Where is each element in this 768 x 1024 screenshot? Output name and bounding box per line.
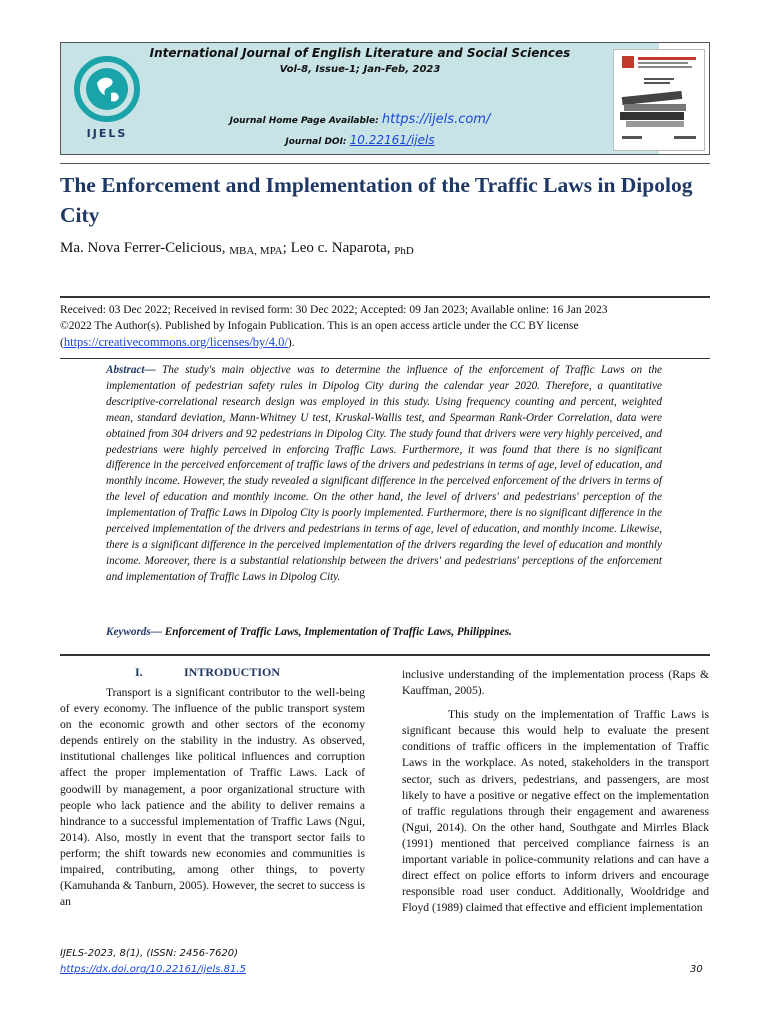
ijels-logo <box>71 53 143 143</box>
footer-citation: IJELS-2023, 8(1), (ISSN: 2456-7620) <box>60 948 239 959</box>
journal-cover-image <box>613 49 705 151</box>
keywords-text: Enforcement of Traffic Laws, Implementation of Traffic Laws, Philippines. <box>164 626 512 638</box>
section-number: I. <box>135 665 143 679</box>
license-statement: ©2022 The Author(s). Published by Infogain Publication. This is an open access article under the CC BY license <box>60 320 579 332</box>
logo-text: IJELS <box>86 127 128 140</box>
intro-paragraph-2: This study on the implementation of Traffic Laws is significant because this would help to evaluate the present conditions of traffic officers in the implementation of Traffic Laws in the workplace. As noted, stakeholders in the transport sector, such as drivers, pedestrians, and passengers, are most likely to have a positive or negative effect on the implementation of traffic regulations through their engagement and awareness (Ngui, 2014). On the other hand, Southgate and Mirrles Black (1991) mentioned that perceived compliance fairness is an important variable in police-community relations and can have a direct effect on police efforts to inform drivers and encourage responsible road user conduct. Additionally, Wooldridge and Floyd (1989) claimed that effective and efficient implementation <box>402 708 709 915</box>
header-rule <box>60 163 710 164</box>
history-top-rule <box>60 296 710 298</box>
article-history <box>60 302 720 351</box>
intro-paragraph-1: Transport is a significant contributor to the well-being of every economy. The influence of the public transport system on the economic growth and other sectors of the economy depends entirely on the stability in the industry. As observed, institutional challenges like political influences and corruption affect the proper implementation of Traffic Laws. Lack of goodwill by management, a poor organizational structure with people who lack patience and the ability to deliver remains a hindrance to a successful implementation of Traffic Laws (Ngui, 2014). Also, mostly in event that the transport sector fails to perform; the shift towards new economies and communities is impaired, contributing, among other things, to poverty (Kamuhanda & Tanburn, 2005). However, the secret to success is an <box>60 686 365 909</box>
header-band <box>61 43 659 154</box>
abstract-label: Abstract— <box>106 364 156 376</box>
history-bottom-rule <box>60 358 710 359</box>
journal-doi <box>61 133 659 147</box>
article-title: The Enforcement and Implementation of the Traffic Laws in Dipolog City <box>60 173 693 227</box>
author-1-name: Ma. Nova Ferrer-Celicious, <box>60 240 226 256</box>
homepage-link[interactable]: https://ijels.com/ <box>381 112 491 127</box>
section-title: INTRODUCTION <box>184 665 281 679</box>
history-dates: Received: 03 Dec 2022; Received in revised form: 30 Dec 2022; Accepted: 09 Jan 2023; Available online: 16 Jan 2023 <box>60 304 608 316</box>
abstract-rule <box>60 654 710 656</box>
license-url-line: (https://creativecommons.org/licenses/by/4.0/). <box>60 335 295 349</box>
journal-homepage <box>61 112 659 127</box>
volume-issue: Vol-8, Issue-1; Jan-Feb, 2023 <box>279 64 441 75</box>
left-column <box>60 685 365 910</box>
keywords-label: Keywords— <box>106 626 162 638</box>
author-2-name: Leo c. Naparota, <box>290 240 391 256</box>
authors <box>60 240 414 257</box>
journal-name: International Journal of English Literature and Social Sciences <box>149 46 571 60</box>
doi-link[interactable]: 10.22161/ijels <box>349 133 435 147</box>
journal-header <box>60 42 710 155</box>
abstract <box>106 363 662 586</box>
author-2-degree: PhD <box>394 245 414 257</box>
footer-doi-link[interactable]: https://dx.doi.org/10.22161/ijels.81.5 <box>60 964 246 975</box>
intro-paragraph-continued: inclusive understanding of the implementation process (Raps & Kauffman, 2005). <box>402 668 709 698</box>
keywords <box>106 626 666 638</box>
license-link[interactable]: https://creativecommons.org/licenses/by/4.0/ <box>63 335 288 349</box>
page-number: 30 <box>690 964 703 975</box>
right-column <box>402 667 709 916</box>
abstract-text: The study's main objective was to determine the influence of the enforcement of Traffic Laws on the implementation of pedestrian safety rules in Dipolog City during the calendar year 2020. Therefore, a quantitative descriptive-correlational research design was employed in this study. Using frequency counting and percent, weighted mean, standard deviation, Mann-Whitney U test, Kruskal-Wallis test, and Spearman Rank-Order Correlation, data were obtained from 304 drivers and 92 pedestrians in Dipolog City. The study found that drivers were very highly perceived, and pedestrians were highly perceived in enforcing Traffic Laws. Furthermore, it was found that there is no significant difference in the perceived enforcement of traffic laws of the drivers and pedestrians in terms of age, level of education, and monthly income. However, the study revealed a significant difference in the perceived enforcement of the drivers in terms of the level of education and monthly income. On the other hand, the level of drivers' and pedestrians' perception of the implementation of Traffic Laws in Dipolog City is poorly implemented. Furthermore, there is no significant difference in the perceived implementation of the drivers and pedestrians in terms of age, level of education, and monthly income. Likewise, there is a significant difference in the perceived implementation of the drivers regarding the level of education and monthly income. Moreover, there is a substantial relationship between the drivers' and pedestrians' perceptions of the enforcement and implementation of Traffic Laws in Dipolog City. <box>106 364 663 583</box>
homepage-label: Journal Home Page Available: <box>229 116 379 126</box>
doi-label: Journal DOI: <box>285 137 347 147</box>
author-1-degree: MBA, MPA <box>229 245 283 257</box>
author-separator: ; <box>282 240 287 256</box>
